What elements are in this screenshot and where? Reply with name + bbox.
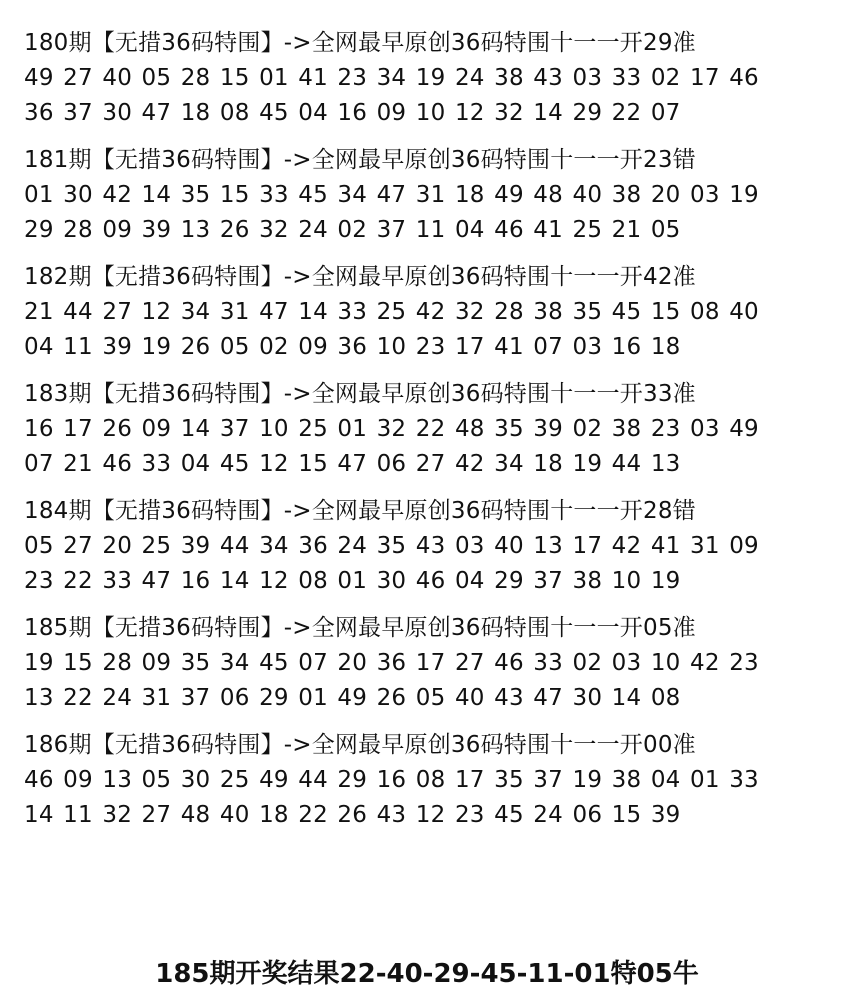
number-row: 36 37 30 47 18 08 45 04 16 09 10 12 32 14 29 22 07 <box>24 100 681 126</box>
number-row: 01 30 42 14 35 15 33 45 34 47 31 18 49 48 40 38 20 03 19 <box>24 182 759 208</box>
number-row: 05 27 20 25 39 44 34 36 24 35 43 03 40 13 17 42 41 31 09 <box>24 533 759 559</box>
period-184-block <box>24 494 830 599</box>
number-row: 07 21 46 33 04 45 12 15 47 06 27 42 34 18 19 44 13 <box>24 451 681 477</box>
period-header: 182期【无措36码特围】->全网最早原创36码特围十一一开42准 <box>24 264 696 290</box>
number-row: 23 22 33 47 16 14 12 08 01 30 46 04 29 37 38 10 19 <box>24 568 681 594</box>
number-row: 19 15 28 09 35 34 45 07 20 36 17 27 46 33 02 03 10 42 23 <box>24 650 759 676</box>
number-row: 16 17 26 09 14 37 10 25 01 32 22 48 35 39 02 38 23 03 49 <box>24 416 759 442</box>
draw-result-footer: 185期开奖结果22-40-29-45-11-01特05牛 <box>155 959 699 989</box>
period-186-block <box>24 728 830 833</box>
number-row: 14 11 32 27 48 40 18 22 26 43 12 23 45 24 06 15 39 <box>24 802 681 828</box>
period-182-block <box>24 260 830 365</box>
period-181-block <box>24 143 830 248</box>
number-row: 29 28 09 39 13 26 32 24 02 37 11 04 46 41 25 21 05 <box>24 217 681 243</box>
number-row: 04 11 39 19 26 05 02 09 36 10 23 17 41 07 03 16 18 <box>24 334 681 360</box>
number-row: 49 27 40 05 28 15 01 41 23 34 19 24 38 43 03 33 02 17 46 <box>24 65 759 91</box>
period-header: 181期【无措36码特围】->全网最早原创36码特围十一一开23错 <box>24 147 696 173</box>
period-header: 183期【无措36码特围】->全网最早原创36码特围十一一开33准 <box>24 381 696 407</box>
period-183-block <box>24 377 830 482</box>
number-row: 13 22 24 31 37 06 29 01 49 26 05 40 43 47 30 14 08 <box>24 685 681 711</box>
period-header: 186期【无措36码特围】->全网最早原创36码特围十一一开00准 <box>24 732 696 758</box>
prediction-list <box>24 26 830 845</box>
number-row: 21 44 27 12 34 31 47 14 33 25 42 32 28 38 35 45 15 08 40 <box>24 299 759 325</box>
period-header: 184期【无措36码特围】->全网最早原创36码特围十一一开28错 <box>24 498 696 524</box>
number-row: 46 09 13 05 30 25 49 44 29 16 08 17 35 37 19 38 04 01 33 <box>24 767 759 793</box>
period-header: 180期【无措36码特围】->全网最早原创36码特围十一一开29准 <box>24 30 696 56</box>
period-header: 185期【无措36码特围】->全网最早原创36码特围十一一开05准 <box>24 615 696 641</box>
period-180-block <box>24 26 830 131</box>
period-185-block <box>24 611 830 716</box>
